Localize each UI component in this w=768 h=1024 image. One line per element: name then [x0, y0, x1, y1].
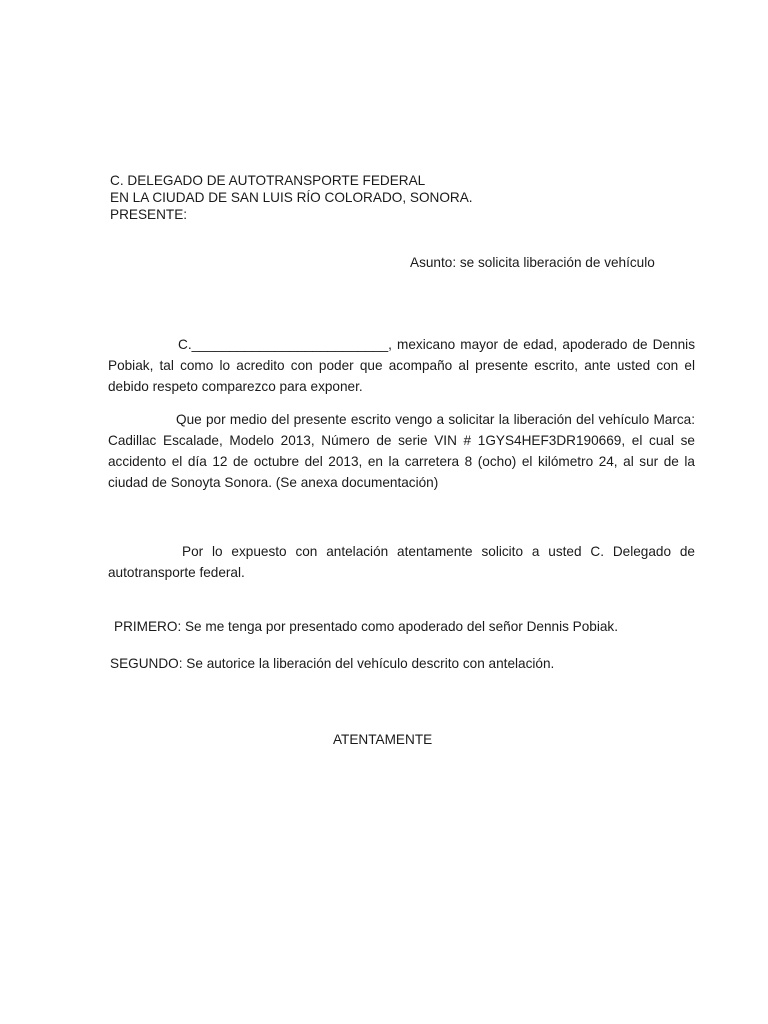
addressee-line-2: EN LA CIUDAD DE SAN LUIS RÍO COLORADO, SONORA. [110, 190, 473, 205]
petition-point-second: SEGUNDO: Se autorice la liberación del vehículo descrito con antelación. [110, 656, 555, 671]
paragraph-petition: Por lo expuesto con antelación atentamente solicito a usted C. Delegado de autotransporte federal. [108, 544, 695, 580]
subject-line: Asunto: se solicita liberación de vehículo [410, 255, 655, 270]
paragraph-introduction: C.__________________________, mexicano mayor de edad, apoderado de Dennis Pobiak, tal como lo acredito con poder que acompaño al presente escrito, ante usted con el debido respeto comparezco para exponer. [108, 337, 695, 394]
addressee-line-3: PRESENTE: [110, 207, 188, 222]
petition-point-first: PRIMERO: Se me tenga por presentado como apoderado del señor Dennis Pobiak. [114, 619, 619, 634]
closing-salutation: ATENTAMENTE [333, 732, 433, 747]
addressee-line-1: C. DELEGADO DE AUTOTRANSPORTE FEDERAL [110, 173, 426, 188]
paragraph-request: Que por medio del presente escrito vengo a solicitar la liberación del vehículo Marca: Cadillac Escalade, Modelo 2013, Número de serie VIN # 1GYS4HEF3DR190669, el cual se accidento el día 12 de octubre del 2013, en la carretera 8 (ocho) el kilómetro 24, al sur de la ciudad de Sonoyta Sonora. (Se anexa documentación) [108, 412, 695, 490]
